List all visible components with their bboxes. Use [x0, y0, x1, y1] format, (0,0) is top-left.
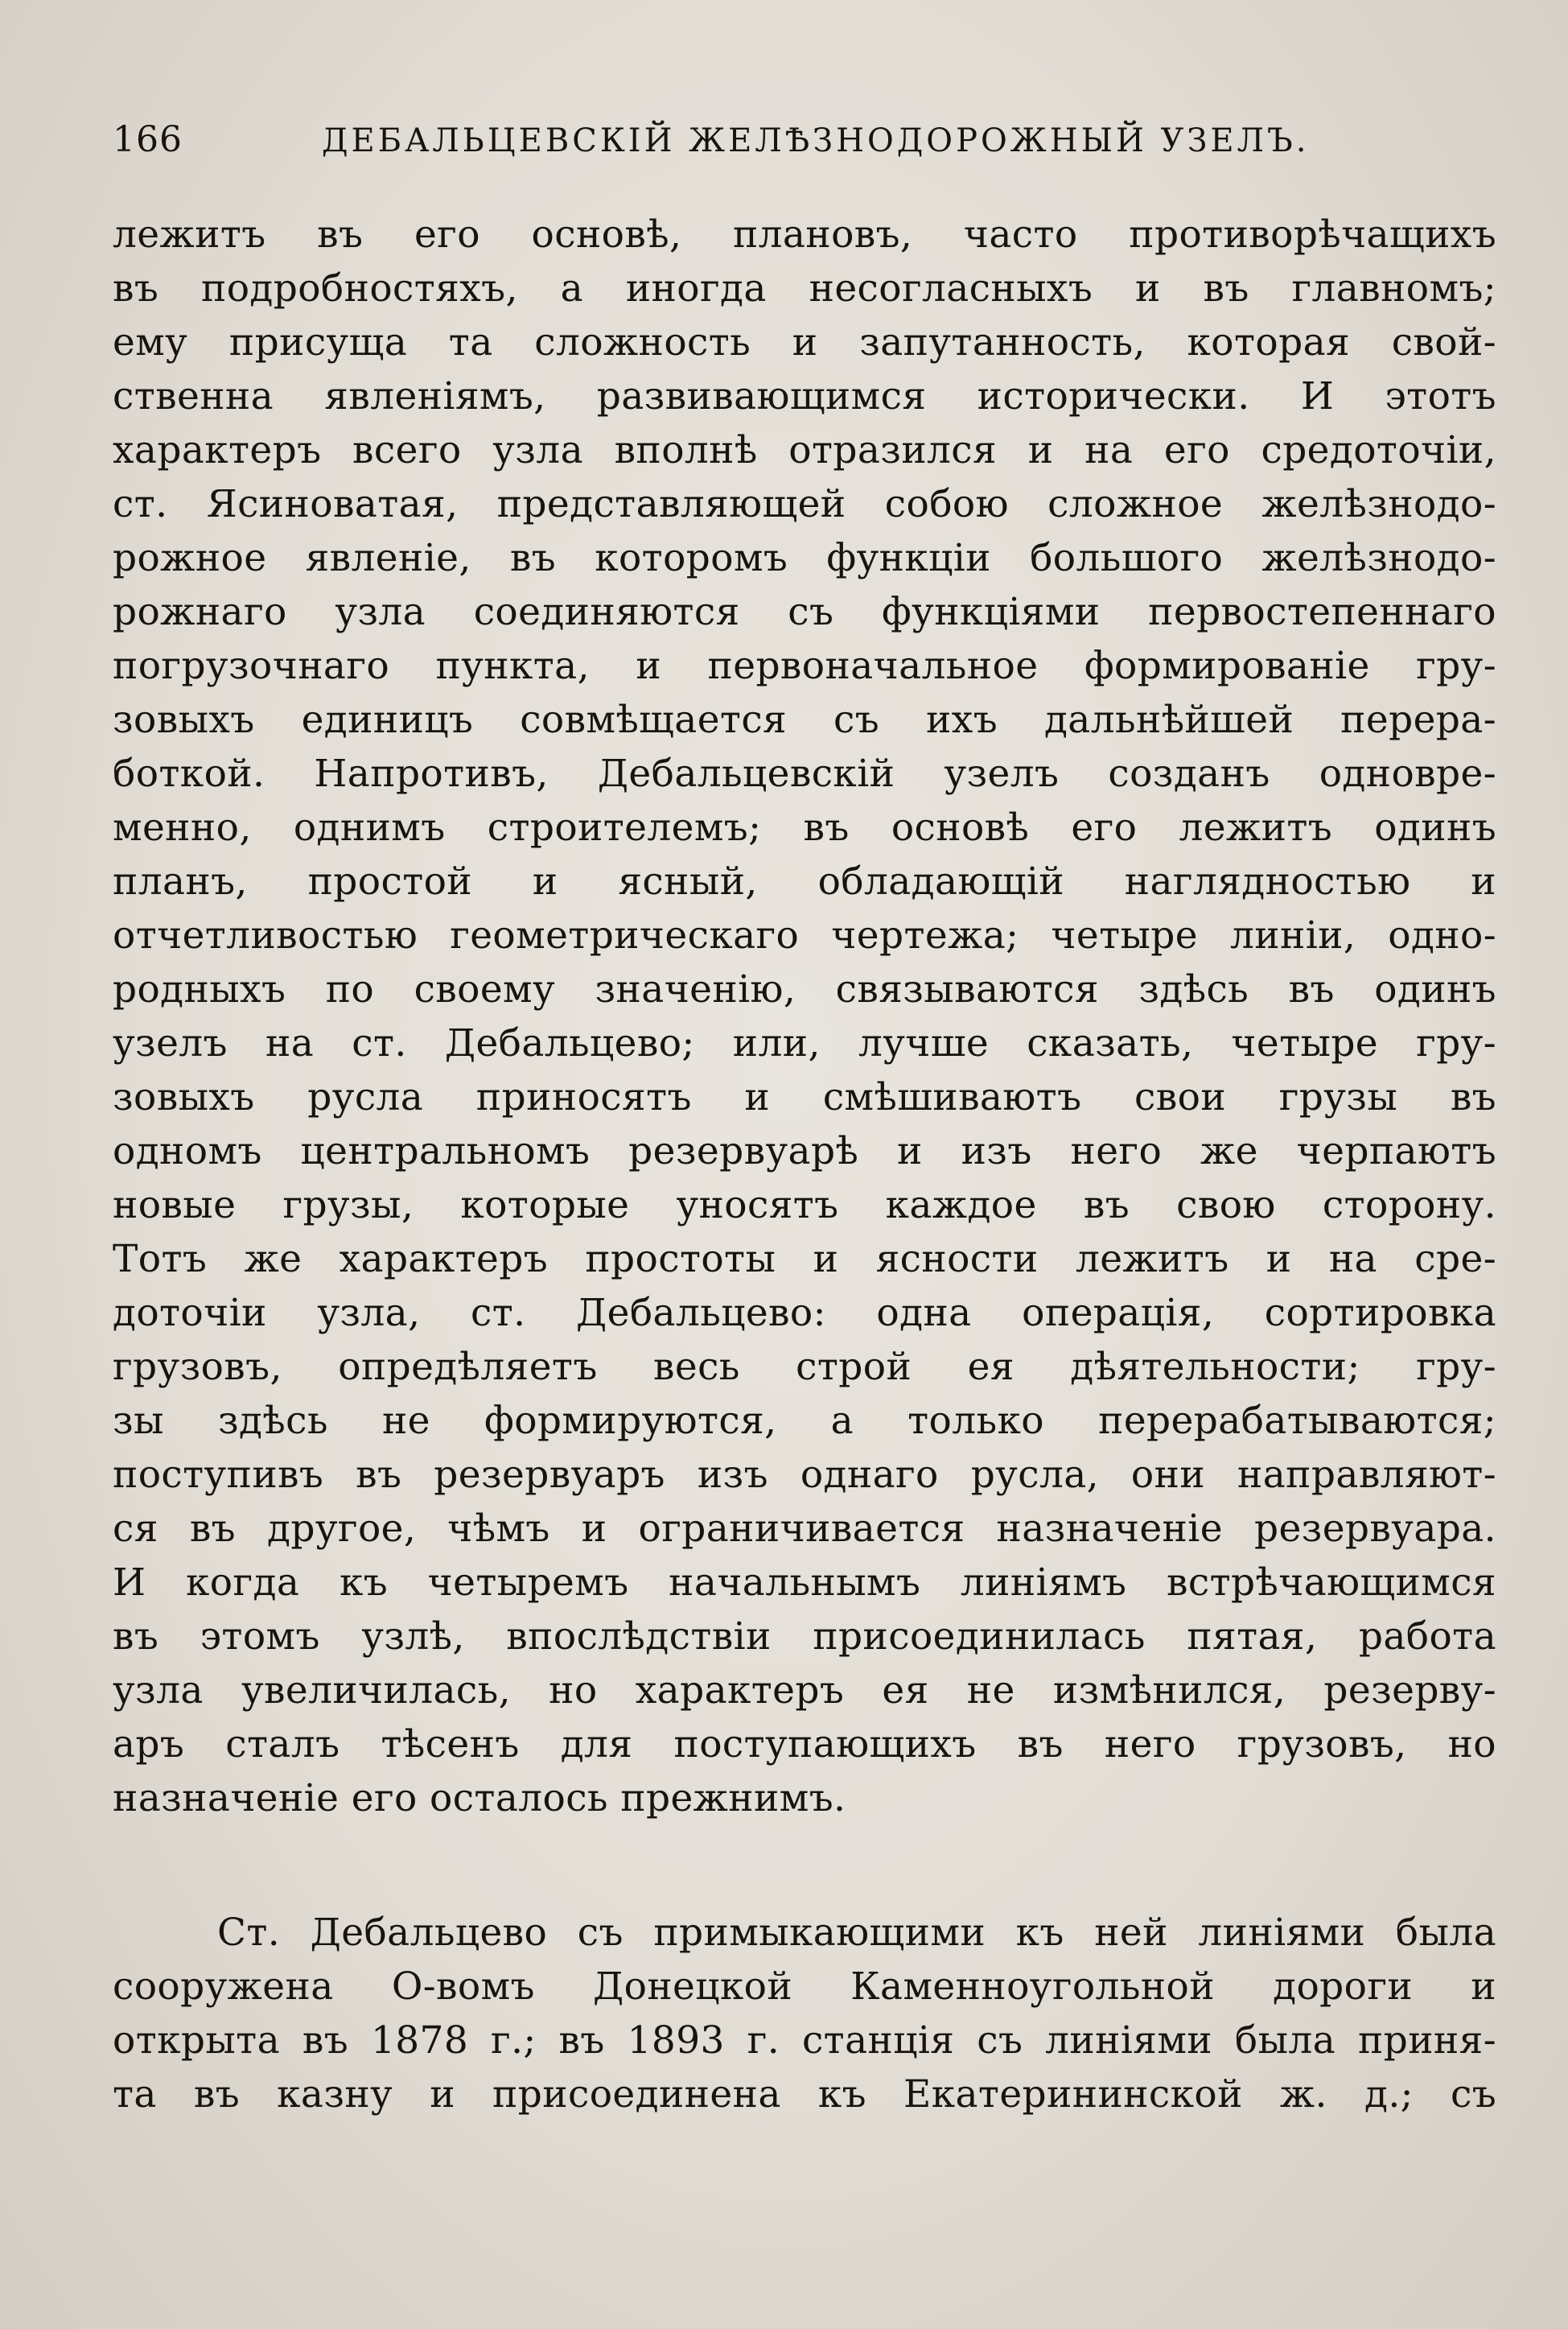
- text-line: въ этомъ узлѣ, впослѣдствіи присоединилась пятая, работа: [113, 1614, 1496, 1659]
- text-line: рожное явленіе, въ которомъ функціи большого желѣзнодо-: [113, 536, 1496, 580]
- paragraph-1: [113, 208, 1496, 1825]
- paragraph-2: [113, 1906, 1496, 2121]
- text-line: погрузочнаго пункта, и первоначальное формированіе гру-: [113, 644, 1496, 688]
- text-line: одномъ центральномъ резервуарѣ и изъ него же черпаютъ: [113, 1129, 1496, 1173]
- text-line: ственна явленіямъ, развивающимся исторически. И этотъ: [113, 374, 1496, 418]
- text-line: планъ, простой и ясный, обладающій наглядностью и: [113, 859, 1496, 904]
- text-line: И когда къ четыремъ начальнымъ линіямъ встрѣчающимся: [113, 1560, 1496, 1605]
- text-line: новые грузы, которые уносятъ каждое въ свою сторону.: [113, 1183, 1496, 1227]
- text-line: родныхъ по своему значенію, связываются здѣсь въ одинъ: [113, 967, 1496, 1012]
- text-line: ся въ другое, чѣмъ и ограничивается назначеніе резервуара.: [113, 1507, 1496, 1551]
- text-line: поступивъ въ резервуаръ изъ однаго русла, они направляют-: [113, 1453, 1496, 1497]
- text-line: рожнаго узла соединяются съ функціями первостепеннаго: [113, 590, 1496, 634]
- text-line: узла увеличилась, но характеръ ея не измѣнился, резерву-: [113, 1668, 1496, 1713]
- page-header: [113, 119, 1480, 167]
- text-line: открыта въ 1878 г.; въ 1893 г. станція съ линіями была приня-: [113, 2018, 1496, 2063]
- text-line: боткой. Напротивъ, Дебальцевскій узелъ созданъ одновре-: [113, 752, 1496, 796]
- text-line: узелъ на ст. Дебальцево; или, лучше сказать, четыре гру-: [113, 1021, 1496, 1066]
- running-title: ДЕБАЛЬЦЕВСКІЙ ЖЕЛѢЗНОДОРОЖНЫЙ УЗЕЛЪ.: [322, 122, 1310, 159]
- text-line: ему присуща та сложность и запутанность, которая свой-: [113, 320, 1496, 365]
- text-line: зовыхъ единицъ совмѣщается съ ихъ дальнѣйшей перера-: [113, 698, 1496, 742]
- page-number: 166: [113, 119, 183, 160]
- text-line: отчетливостью геометрическаго чертежа; четыре линіи, одно-: [113, 913, 1496, 958]
- text-line: зы здѣсь не формируются, а только перерабатываются;: [113, 1399, 1496, 1443]
- text-line: въ подробностяхъ, а иногда несогласныхъ и въ главномъ;: [113, 266, 1496, 311]
- text-line: Тотъ же характеръ простоты и ясности лежитъ и на сре-: [113, 1237, 1496, 1281]
- text-line: Ст. Дебальцево съ примыкающими къ ней линіями была: [217, 1911, 1496, 1955]
- text-line: ст. Ясиноватая, представляющей собою сложное желѣзнодо-: [113, 482, 1496, 526]
- text-line: доточіи узла, ст. Дебальцево: одна операція, сортировка: [113, 1291, 1496, 1335]
- text-line: характеръ всего узла вполнѣ отразился и на его средоточіи,: [113, 428, 1496, 472]
- text-line: сооружена О-вомъ Донецкой Каменноугольной дороги и: [113, 1964, 1496, 2009]
- text-line: менно, однимъ строителемъ; въ основѣ его лежитъ одинъ: [113, 806, 1496, 850]
- text-line: назначеніе его осталось прежнимъ.: [113, 1776, 846, 1820]
- text-line: лежитъ въ его основѣ, плановъ, часто противорѣчащихъ: [113, 212, 1496, 257]
- text-line: грузовъ, опредѣляетъ весь строй ея дѣятельности; гру-: [113, 1345, 1496, 1389]
- text-line: аръ сталъ тѣсенъ для поступающихъ въ него грузовъ, но: [113, 1722, 1496, 1766]
- text-line: зовыхъ русла приносятъ и смѣшиваютъ свои грузы въ: [113, 1075, 1496, 1119]
- text-line: та въ казну и присоединена къ Екатерининской ж. д.; съ: [113, 2072, 1496, 2117]
